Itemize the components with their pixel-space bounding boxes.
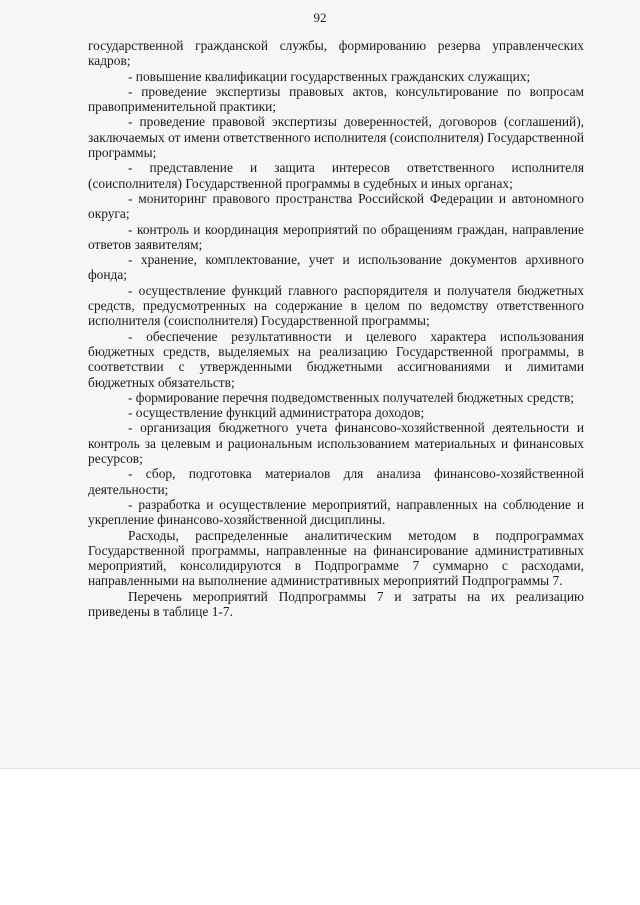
document-body — [88, 38, 584, 619]
list-item: - хранение, комплектование, учет и использование документов архивного фонда; — [88, 252, 584, 283]
paragraph-continuation: государственной гражданской службы, формированию резерва управленческих кадров; — [88, 38, 584, 69]
list-item: - проведение экспертизы правовых актов, консультирование по вопросам правоприменительной практики; — [88, 83, 584, 115]
body-paragraph: Перечень мероприятий Подпрограммы 7 и затраты на их реализацию приведены в таблице 1-7. — [88, 588, 584, 619]
list-item: - разработка и осуществление мероприятий, направленных на соблюдение и укрепление финансово-хозяйственной дисциплины. — [88, 496, 584, 528]
body-paragraph: Расходы, распределенные аналитическим методом в подпрограммах Государственной программы, направленные на финансирование административных мероприятий, консолидируются в Подпрограмме 7 суммарно с расходами, направленными на выполнение административных мероприятий Подпрограммы 7. — [88, 527, 584, 589]
list-item: - проведение правовой экспертизы доверенностей, договоров (соглашений), заключаемых от имени ответственного исполнителя (соисполнителя) Государственной программы; — [88, 114, 584, 161]
list-item: - организация бюджетного учета финансово-хозяйственной деятельности и контроль за целевым и рациональным использованием материальных и финансовых ресурсов; — [88, 420, 584, 467]
list-item: - сбор, подготовка материалов для анализа финансово-хозяйственной деятельности; — [88, 466, 584, 497]
list-item: - обеспечение результативности и целевого характера использования бюджетных средств, выделяемых на реализацию Государственной программы, в соответствии с утвержденными бюджетными ассигнованиями и лимитами бюджетных обязательств; — [88, 328, 584, 390]
list-item: - осуществление функций главного распорядителя и получателя бюджетных средств, предусмотренных на содержание в целом по ведомству ответственного исполнителя (соисполнителя) Государственной программы; — [88, 282, 584, 329]
list-item: - формирование перечня подведомственных получателей бюджетных средств; — [128, 389, 575, 405]
list-item: - представление и защита интересов ответственного исполнителя (соисполнителя) Государственной программы в судебных и иных органах; — [88, 160, 584, 191]
list-item: - контроль и координация мероприятий по обращениям граждан, направление ответов заявителям; — [88, 221, 584, 252]
list-item: - мониторинг правового пространства Российской Федерации и автономного округа; — [88, 190, 584, 222]
list-item: - осуществление функций администратора доходов; — [128, 405, 425, 421]
list-item: - повышение квалификации государственных гражданских служащих; — [128, 68, 531, 84]
page-number: 92 — [313, 10, 327, 25]
